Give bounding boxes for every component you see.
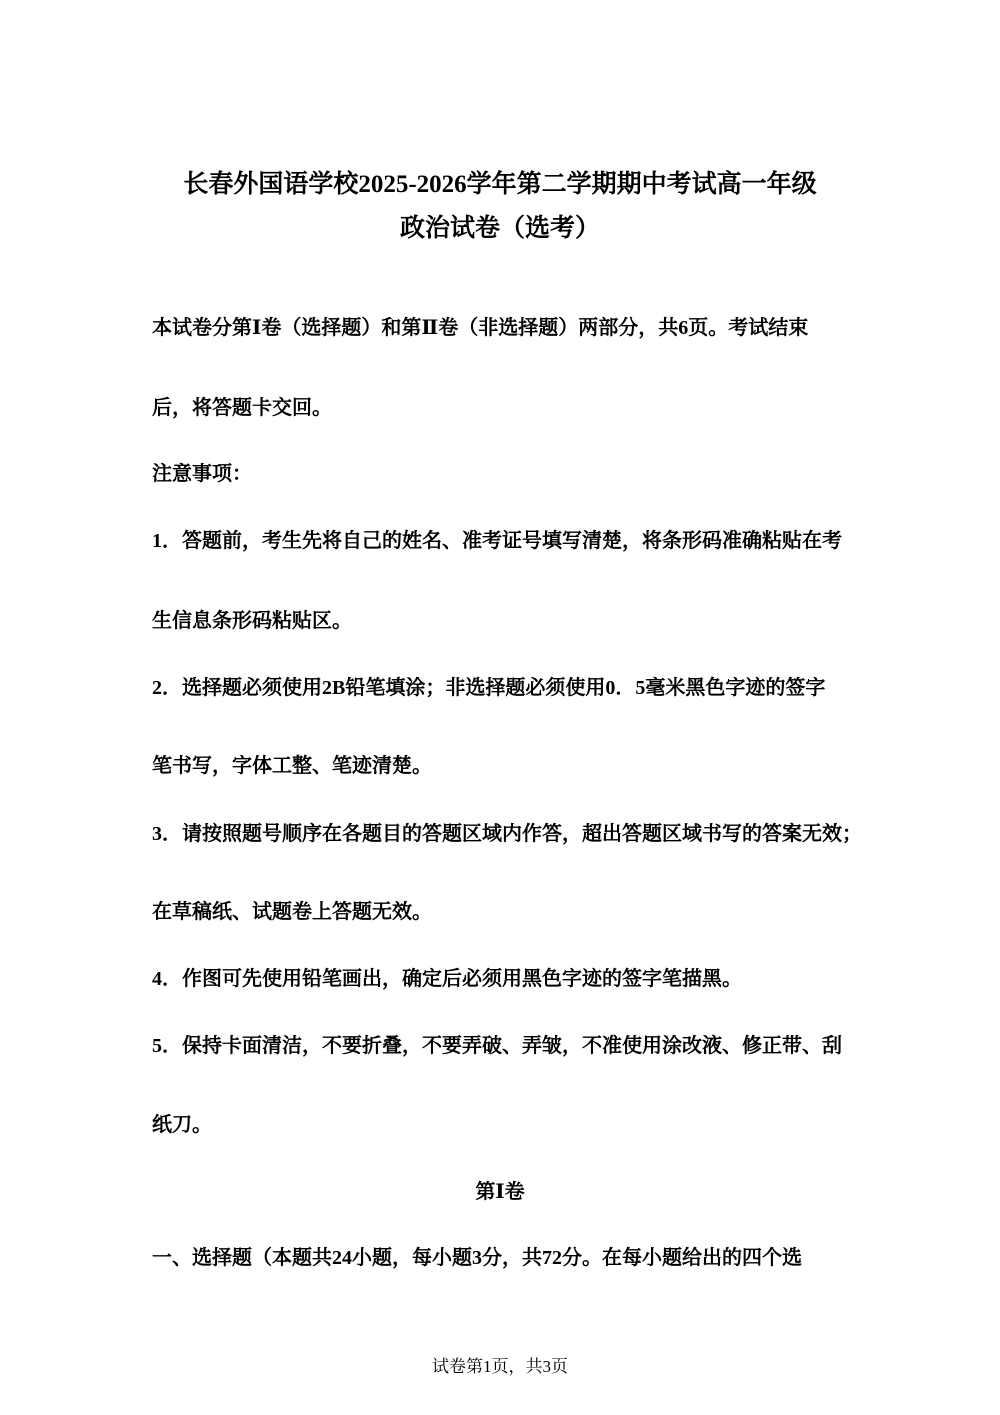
note-5-line-1: 5．保持卡面清洁，不要折叠，不要弄破、弄皱，不准使用涂改液、修正带、刮 bbox=[152, 1035, 842, 1057]
note-4-line-1: 4．作图可先使用铅笔画出，确定后必须用黑色字迹的签字笔描黑。 bbox=[152, 968, 742, 990]
note-2-line-2: 笔书写，字体工整、笔迹清楚。 bbox=[152, 755, 432, 777]
note-1-line-1: 1．答题前，考生先将自己的姓名、准考证号填写清楚，将条形码准确粘贴在考 bbox=[152, 530, 842, 552]
notes-heading: 注意事项： bbox=[152, 463, 252, 485]
part-one-heading: 一、选择题（本题共24小题，每小题3分，共72分。在每小题给出的四个选 bbox=[152, 1247, 802, 1269]
note-1-line-2: 生信息条形码粘贴区。 bbox=[152, 610, 352, 632]
exam-title-line-2: 政治试卷（选考） bbox=[399, 215, 600, 242]
note-3-line-1: 3．请按照题号顺序在各题目的答题区域内作答，超出答题区域书写的答案无效； bbox=[152, 823, 862, 845]
note-5-line-2: 纸刀。 bbox=[152, 1114, 212, 1136]
note-3-line-2: 在草稿纸、试题卷上答题无效。 bbox=[152, 901, 432, 923]
note-2-line-1: 2．选择题必须使用2B铅笔填涂；非选择题必须使用0．5毫米黑色字迹的签字 bbox=[152, 677, 826, 699]
exam-title-line-1: 长春外国语学校2025-2026学年第二学期期中考试高一年级 bbox=[183, 171, 817, 198]
intro-line-2: 后，将答题卡交回。 bbox=[152, 397, 332, 419]
page-footer: 试卷第1页，共3页 bbox=[432, 1357, 568, 1376]
intro-line-1: 本试卷分第Ⅰ卷（选择题）和第Ⅱ卷（非选择题）两部分，共6页。考试结束 bbox=[152, 317, 809, 339]
section-heading: 第Ⅰ卷 bbox=[475, 1181, 525, 1203]
